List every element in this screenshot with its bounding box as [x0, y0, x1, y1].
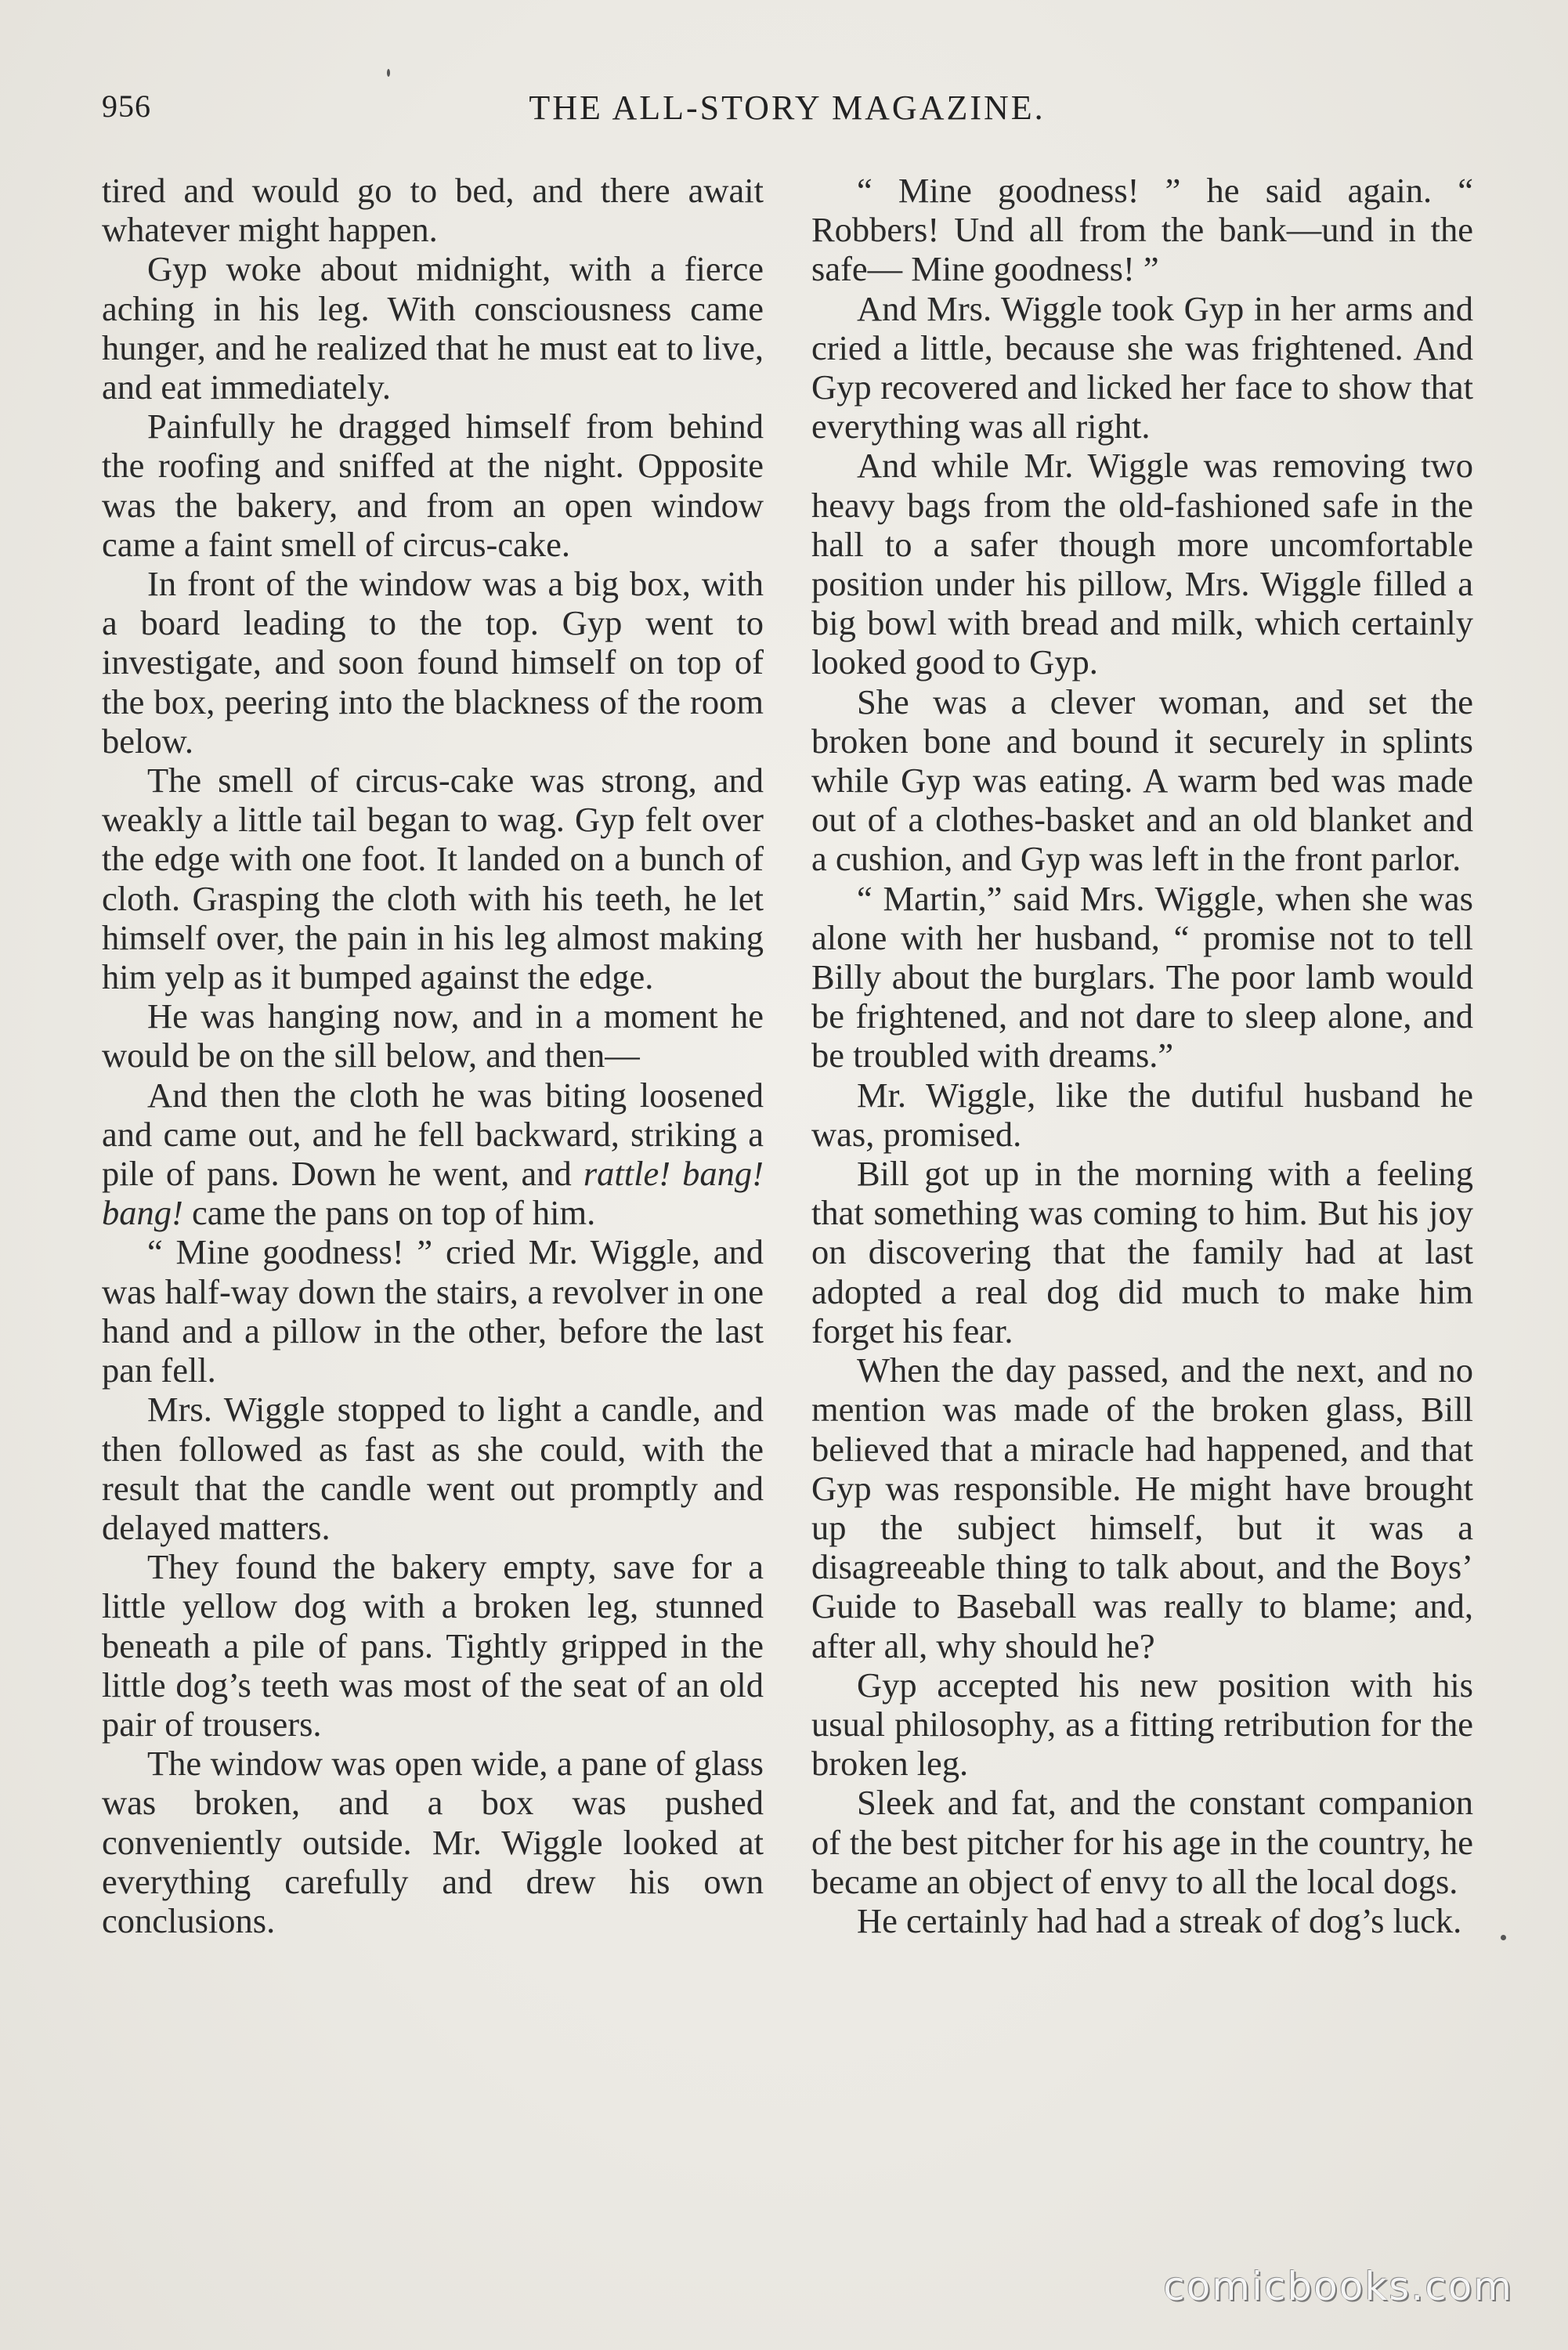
- page-header: [102, 88, 1472, 135]
- paragraph: He certainly had had a streak of dog’s luck.: [857, 1900, 1462, 1940]
- paragraph: The window was open wide, a pane of glass was broken, and a box was pushed conveniently outside. Mr. Wiggle looked at everything carefully and drew his own conclusions.: [102, 1744, 764, 1940]
- paragraph: In front of the window was a big box, with a board leading to the top. Gyp went to investigate, and soon found himself on top of the box, peering into the blackness of the room below.: [102, 564, 764, 761]
- paragraph: She was a clever woman, and set the broken bone and bound it securely in splints while Gyp was eating. A warm bed was made out of a clothes-basket and an old blanket and a cushion, and Gyp was left in the front parlor.: [811, 682, 1473, 879]
- paragraph: “ Mine goodness! ” he said again. “ Robbers! Und all from the bank—und in the safe— Mine goodness! ”: [811, 171, 1473, 289]
- paragraph: tired and would go to bed, and there await whatever might happen.: [102, 171, 764, 250]
- paragraph: The smell of circus-cake was strong, and weakly a little tail began to wag. Gyp felt over the edge with one foot. It landed on a bunch of cloth. Grasping the cloth with his teeth, he let himself over, the pain in his leg almost making him yelp as it bumped against the edge.: [102, 761, 764, 997]
- print-speck: [1501, 1935, 1506, 1940]
- paragraph: Bill got up in the morning with a feeling that something was coming to him. But his joy on discovering that the family had at last adopted a real dog did much to make him forget his fear.: [811, 1154, 1473, 1350]
- text-column-left: [102, 171, 764, 1940]
- paragraph: Mrs. Wiggle stopped to light a candle, and then followed as fast as she could, with the result that the candle went out promptly and delayed matters.: [102, 1390, 764, 1547]
- paragraph: Gyp woke about midnight, with a fierce aching in his leg. With consciousness came hunger, and he realized that he must eat to live, and eat immediately.: [102, 249, 764, 407]
- page-number: 956: [102, 89, 151, 124]
- text-column-right: [811, 171, 1473, 1940]
- paragraph: And Mrs. Wiggle took Gyp in her arms and cried a little, because she was frightened. And Gyp recovered and licked her face to show that everything was all right.: [811, 288, 1473, 446]
- paragraph: “ Mine goodness! ” cried Mr. Wiggle, and was half-way down the stairs, a revolver in one hand and a pillow in the other, before the last pan fell.: [102, 1232, 764, 1390]
- paragraph-text: And then the cloth he was biting loosened and came out, and he fell backward, striking a pile of pans. Down he went, and: [102, 1075, 764, 1194]
- paragraph: And while Mr. Wiggle was removing two heavy bags from the old-fashioned safe in the hall to a safer though more uncomfortable position under his pillow, Mrs. Wiggle filled a big bowl with bread and milk, which certainly looked good to Gyp.: [811, 446, 1473, 682]
- running-head-title: THE ALL-STORY MAGAZINE.: [529, 89, 1046, 127]
- paragraph-text: came the pans on top of him.: [182, 1193, 596, 1233]
- paragraph: Gyp accepted his new position with his usual philosophy, as a fitting retribution for the broken leg.: [811, 1665, 1473, 1784]
- paragraph: Sleek and fat, and the constant companion of the best pitcher for his age in the country, he became an object of envy to all the local dogs.: [811, 1783, 1473, 1901]
- print-speck: [387, 69, 390, 77]
- paragraph: When the day passed, and the next, and no mention was made of the broken glass, Bill believed that a miracle had happened, and that Gyp was responsible. He might have brought up the subject himself, but it was a disagreeable thing to talk about, and the Boys’ Guide to Baseball was really to blame; and, after all, why should he?: [811, 1350, 1473, 1665]
- site-watermark: comicbooks.com: [1163, 2264, 1513, 2309]
- paragraph: Painfully he dragged himself from behind the roofing and sniffed at the night. Opposite was the bakery, and from an open window came a faint smell of circus-cake.: [102, 407, 764, 564]
- paragraph: [102, 1076, 764, 1233]
- paragraph: He was hanging now, and in a moment he would be on the sill below, and then—: [102, 996, 764, 1076]
- paragraph: Mr. Wiggle, like the dutiful husband he was, promised.: [811, 1075, 1473, 1154]
- italic-sound-effect: rattle! bang! bang!: [102, 1154, 764, 1233]
- paragraph: “ Martin,” said Mrs. Wiggle, when she was alone with her husband, “ promise not to tell Billy about the burglars. The poor lamb would be frightened, and not dare to sleep alone, and be troubled with dreams.”: [811, 878, 1473, 1076]
- paragraph: They found the bakery empty, save for a little yellow dog with a broken leg, stunned beneath a pile of pans. Tightly gripped in the little dog’s teeth was most of the seat of an old pair of trousers.: [102, 1547, 764, 1744]
